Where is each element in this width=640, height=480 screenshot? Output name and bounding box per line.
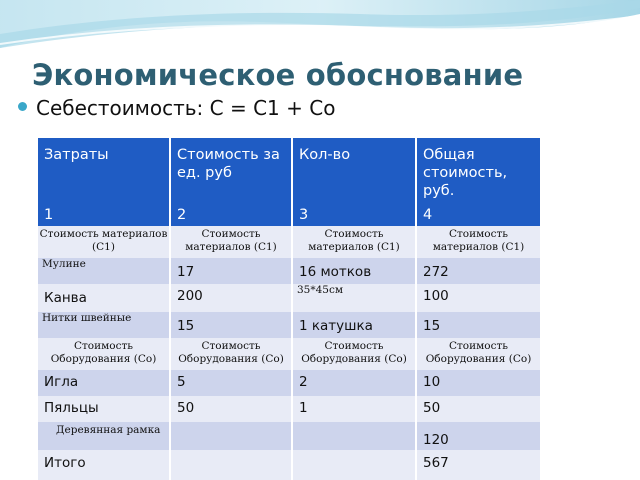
table-number-row — [38, 202, 540, 226]
table-cell: Стоимость материалов (С1) — [291, 226, 415, 258]
slide-title: Экономическое обоснование — [32, 58, 524, 92]
cost-formula-text: Себестоимость: С = С1 + Со — [36, 96, 336, 120]
table-cell: 15 — [169, 312, 291, 338]
table-cell: Игла — [44, 374, 79, 390]
table-cell: Стоимость материалов (С1) — [39, 228, 168, 253]
table-row — [38, 284, 540, 312]
table-cell: 1 — [291, 396, 415, 422]
table-cell: Стоимость Оборудования (Со) — [415, 338, 540, 370]
table-cell: 2 — [291, 370, 415, 396]
table-cell: Пяльцы — [44, 400, 99, 416]
table-cell — [291, 422, 415, 450]
table-cell — [169, 422, 291, 450]
bullet-icon — [18, 102, 27, 111]
table-header-row — [38, 138, 540, 202]
table-row — [38, 312, 540, 338]
table-row — [38, 422, 540, 450]
table-row — [38, 258, 540, 284]
table-cell — [169, 450, 291, 480]
table-cell: 17 — [169, 258, 291, 284]
cost-table — [38, 138, 540, 480]
header-total-cost: Общая стоимость, руб. — [415, 138, 540, 202]
table-cell: 272 — [415, 258, 540, 284]
table-cell: 567 — [415, 450, 540, 480]
table-cell: Стоимость материалов (С1) — [169, 226, 291, 258]
table-cell: Канва — [44, 290, 87, 306]
table-row — [38, 226, 540, 258]
col-number-2: 2 — [169, 202, 291, 226]
table-cell: 200 — [169, 284, 291, 312]
header-quantity: Кол-во — [291, 138, 415, 202]
table-cell: 10 — [415, 370, 540, 396]
table-cell: Итого — [44, 455, 86, 471]
table-row — [38, 396, 540, 422]
table-cell: 50 — [415, 396, 540, 422]
header-costs: Затраты — [44, 147, 109, 163]
table-cell: 1 катушка — [291, 312, 415, 338]
table-cell: 50 — [169, 396, 291, 422]
col-number-3: 3 — [291, 202, 415, 226]
col-number-4: 4 — [415, 202, 540, 226]
table-cell: Стоимость Оборудования (Со) — [291, 338, 415, 370]
table-row — [38, 338, 540, 370]
table-cell: Стоимость материалов (С1) — [415, 226, 540, 258]
table-cell: Стоимость Оборудования (Со) — [50, 340, 157, 365]
table-cell: Стоимость Оборудования (Со) — [169, 338, 291, 370]
table-cell: 5 — [169, 370, 291, 396]
col-number-1: 1 — [44, 207, 54, 223]
header-unit-price: Стоимость за ед. руб — [169, 138, 291, 202]
table-cell: 120 — [415, 422, 540, 450]
table-row — [38, 370, 540, 396]
table-cell: 16 мотков — [291, 258, 415, 284]
table-cell — [291, 450, 415, 480]
cost-formula — [36, 96, 335, 120]
table-row-total — [38, 450, 540, 480]
table-cell: 35*45см — [291, 284, 415, 312]
table-cell: Мулине — [42, 258, 86, 270]
table-cell: 15 — [415, 312, 540, 338]
table-cell: Нитки швейные — [42, 312, 132, 324]
table-cell: 100 — [415, 284, 540, 312]
table-cell: Деревянная рамка — [56, 424, 161, 436]
